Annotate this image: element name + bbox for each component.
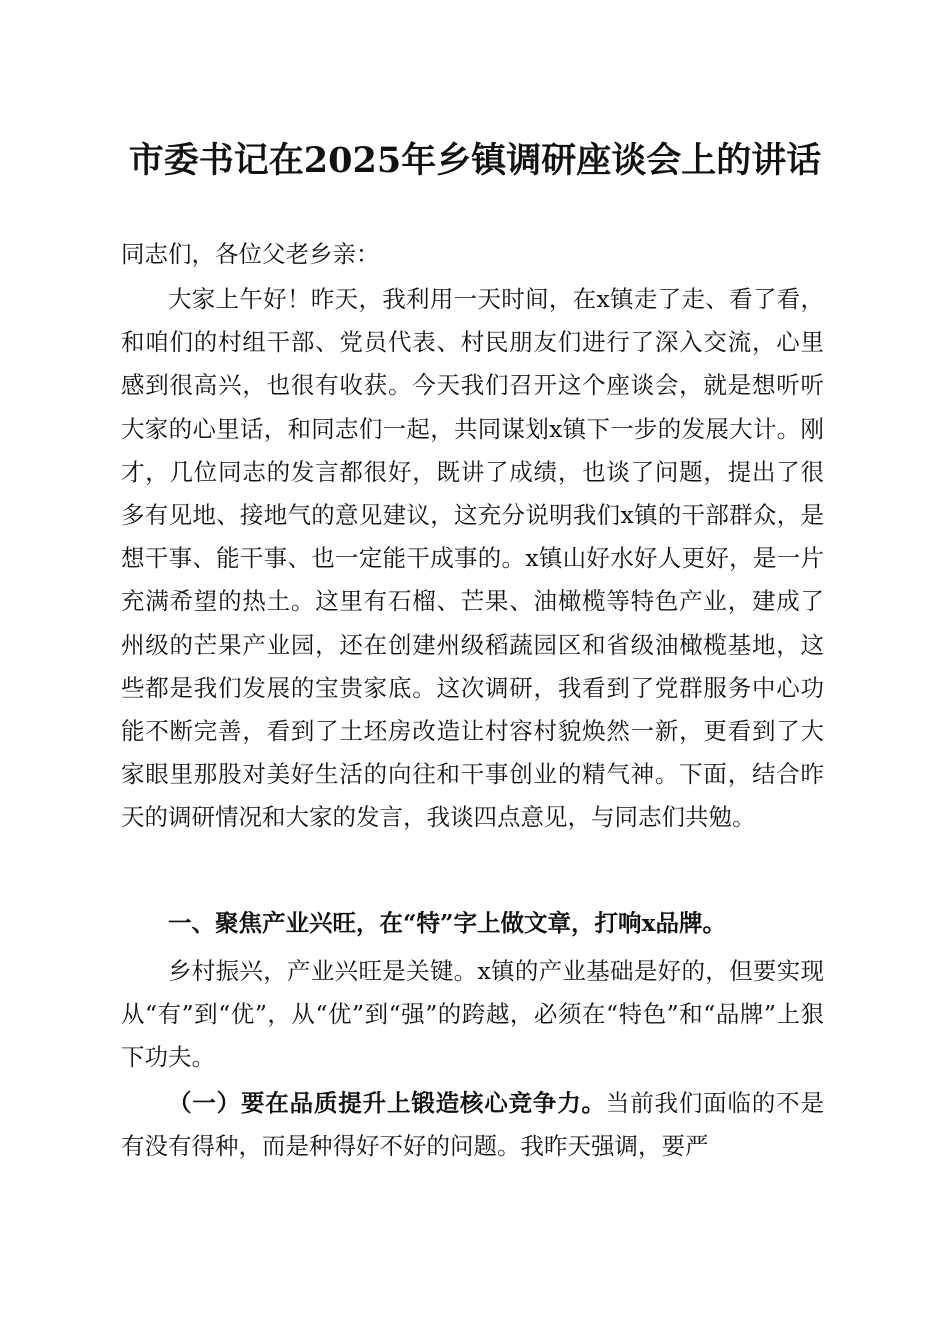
subheading-quality: （一）要在品质提升上锻造核心竞争力。 (168, 1089, 606, 1117)
paragraph-quality-body: 当前我们面临的不是有没有得种，而是种得好不好的问题。我昨天强调，要严 (121, 1089, 825, 1161)
paragraph-opening: 大家上午好！昨天，我利用一天时间，在x镇走了走、看了看，和咱们的村组干部、党员代表、村民朋友们进行了深入交流，心里感到很高兴，也很有收获。今天我们召开这个座谈会，就是想听听大家的心里话，和同志们一起，共同谋划x镇下一步的发展大计。刚才，几位同志的发言都很好，既讲了成绩，也谈了问题，提出了很多有见地、接地气的意见建议，这充分说明我们x镇的干部群众，是想干事、能干事、也一定能干成事的。x镇山好水好人更好，是一片充满希望的热土。这里有石榴、芒果、油橄榄等特色产业，建成了州级的芒果产业园，还在创建州级稻蔬园区和省级油橄榄基地，这些都是我们发展的宝贵家底。这次调研，我看到了党群服务中心功能不断完善，看到了土坯房改造让村容村貌焕然一新，更看到了大家眼里那股对美好生活的向往和干事创业的精气神。下面，结合昨天的调研情况和大家的发言，我谈四点意见，与同志们共勉。 (121, 285, 824, 832)
salutation: 同志们，各位父老乡亲： (121, 240, 380, 268)
paragraph-quality-improvement (121, 1082, 824, 1168)
document-title: 市委书记在2025年乡镇调研座谈会上的讲话 (128, 140, 822, 181)
paragraph-industry-intro: 乡村振兴，产业兴旺是关键。x镇的产业基础是好的，但要实现从“有”到“优”，从“优”到“强”的跨越，必须在“特色”和“品牌”上狠下功夫。 (121, 957, 824, 1072)
section-heading-1: 一、聚焦产业兴旺，在“特”字上做文章，打响x品牌。 (168, 909, 727, 937)
